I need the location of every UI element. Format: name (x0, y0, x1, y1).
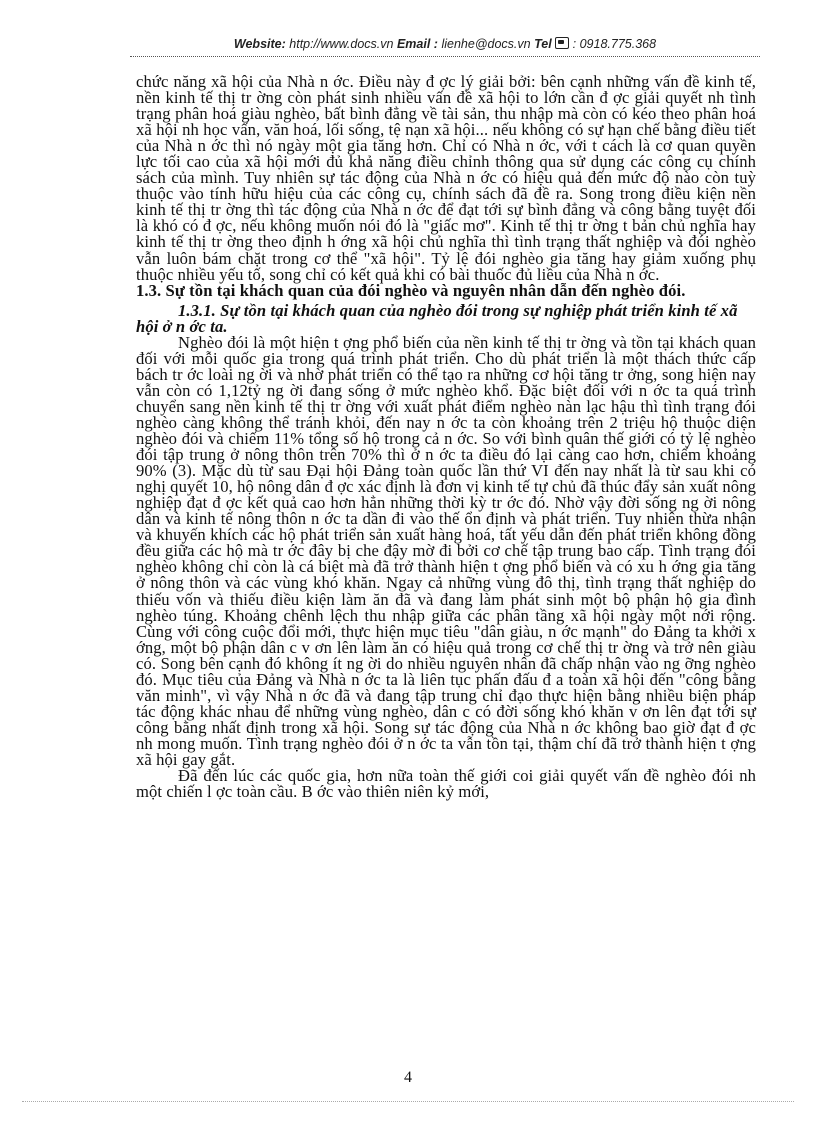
website-url[interactable]: http://www.docs.vn (289, 37, 394, 51)
body-paragraph-2: Nghèo đói là một hiện t ợng phổ biến của nền kinh tế thị tr ờng và tồn tại khách quan đối với mỗi quốc gia trong quá trình phát triển. Cho dù phát triển là một thách thức cấp bách tr ớc loài ng ời và nhờ phát triển có thể tạo ra những cơ hội tăng tr ởng, song hiện nay vẫn còn có 1,12tỷ ng ời đang sống ở mức nghèo khổ. Đặc biệt đối với n ớc ta quá trình chuyển sang nền kinh tế thị tr ờng với xuất phát điểm nghèo nàn lạc hậu thì tình trạng đói nghèo càng không thể tránh khỏi, đến nay n ớc ta còn khoảng trên 2 triệu hộ thuộc diện nghèo đói và chiếm 11% tổng số hộ trong cả n ớc. So với bình quân thế giới có tỷ lệ nghèo đói tập trung ở nông thôn trên 70% thì ở n ớc ta điều đó lại càng cao hơn, chiếm khoảng 90% (3). Mặc dù từ sau Đại hội Đảng toàn quốc lần thứ VI đến nay nhất là từ sau khi có nghị quyết 10, hộ nông dân đ ợc xác định là đơn vị kinh tế tự chủ đã thúc đẩy sản xuất nông nghiệp đạt đ ợc kết quả cao hơn hẳn những thời kỳ tr ớc đó. Nhờ vậy đời sống ng ời nông dân và kinh tế nông thôn n ớc ta dần đi vào thế ổn định và phát triển. Tuy nhiên thừa nhận và khuyến khích các hộ phát triển sản xuất hàng hoá, tất yếu dẫn đến phát triển không đồng đều giữa các hộ mà tr ớc đây bị che đậy mờ đi bởi cơ chế tập trung bao cấp. Tình trạng đói nghèo không chỉ còn là cá biệt mà đã trở thành hiện t ợng phổ biến và có xu h ớng gia tăng ở nông thôn và các vùng khó khăn. Ngay cả những vùng đô thị, tình trạng thất nghiệp do thiếu vốn và thiếu điều kiện làm ăn đã và đang làm phát sinh một bộ phận hộ gia đình nghèo túng. Khoảng chênh lệch thu nhập giữa các phân tầng xã hội ngày một nới rộng. Cùng với công cuộc đổi mới, thực hiện mục tiêu "dân giàu, n ớc mạnh" do Đảng ta khởi x ớng, một bộ phận dân c v ơn lên làm ăn có hiệu quả trong cơ chế thị tr ờng và trở nên giàu có. Song bên cạnh đó không ít ng ời do nhiều nguyên nhân đã chấp nhận vào ng ỡng nghèo đó. Mục tiêu của Đảng và Nhà n ớc ta là liên tục phấn đấu đ a toàn xã hội đến "công bằng văn minh", vì vậy Nhà n ớc đã và đang tập trung chỉ đạo thực hiện bằng nhiều biện pháp tác động khác nhau để những vùng nghèo, dân c có đời sống khó khăn v ơn lên đạt tới sự công bằng nhất định trong xã hội. Song sự tác động của Nhà n ớc không bao giờ đạt đ ợc nh mong muốn. Tình trạng nghèo đói ở n ớc ta vẫn tồn tại, thậm chí đã trở thành hiện t ợng xã hội gay gắt. (136, 332, 756, 769)
section-heading-1-3: 1.3. Sự tồn tại khách quan của đói nghèo và nguyên nhân dẫn đến nghèo đói. (136, 280, 686, 300)
footer-divider (22, 1101, 794, 1102)
body-paragraph-1: chức năng xã hội của Nhà n ớc. Điều này đ ợc lý giải bởi: bên cạnh những vấn đề kinh tế, nền kinh tế thị tr ờng còn phát sinh nhiều vấn đề xã hội to lớn cần đ ợc giải quyết nh tình trạng phân hoá giàu nghèo, bất bình đẳng về tài sản, thu nhập mà còn có kéo theo phân hoá xã hội nh học vấn, văn hoá, lối sống, tệ nạn xã hội... nếu không có sự hạn chế bằng điều tiết của Nhà n ớc thì nó ngày một gia tăng hơn. Chỉ có Nhà n ớc, với t cách là cơ quan quyền lực tối cao của xã hội mới đủ khả năng điều chỉnh thông qua sử dụng các công cụ chính sách của mình. Tuy nhiên sự tác động của Nhà n ớc có hiệu quả đến mức độ nào còn tuỳ thuộc vào tính hữu hiệu của các công cụ, chính sách đã đề ra. Song trong điều kiện nền kinh tế thị tr ờng thì tác động của Nhà n ớc để đạt tới sự bình đẳng và công bằng tuyệt đối là khó có đ ợc, nếu không muốn nói đó là "giấc mơ". Kinh tế thị tr ờng t bản chủ nghĩa hay kinh tế thị tr ờng theo định h ớng xã hội chủ nghĩa thì tình trạng thất nghiệp và đói nghèo vẫn luôn bám chặt trong cơ thể "xã hội". Tỷ lệ đói nghèo gia tăng hay giảm xuống phụ thuộc nhiều yếu tố, song chỉ có kết quả khi có bài thuốc đủ liều của Nhà n ớc. (136, 72, 756, 284)
subsection-heading-1-3-1: 1.3.1. Sự tồn tại khách quan của nghèo đói trong sự nghiệp phát triển kinh tế xã hội ở n ớc ta. (136, 300, 738, 336)
tel-label: Tel (534, 37, 552, 51)
page-body (136, 74, 756, 800)
page-header (130, 37, 760, 51)
email-label: Email : (396, 37, 438, 51)
body-paragraph-3: Đã đến lúc các quốc gia, hơn nữa toàn thế giới coi giải quyết vấn đề nghèo đói nh một chiến l ợc toàn cầu. B ớc vào thiên niên kỷ mới, (136, 766, 756, 802)
email-value[interactable]: lienhe@docs.vn (441, 37, 531, 51)
header-divider (130, 56, 760, 57)
tel-value: : 0918.775.368 (572, 37, 657, 51)
website-label: Website: (233, 37, 286, 51)
page-number: 4 (404, 1069, 412, 1086)
phone-icon (555, 37, 569, 49)
